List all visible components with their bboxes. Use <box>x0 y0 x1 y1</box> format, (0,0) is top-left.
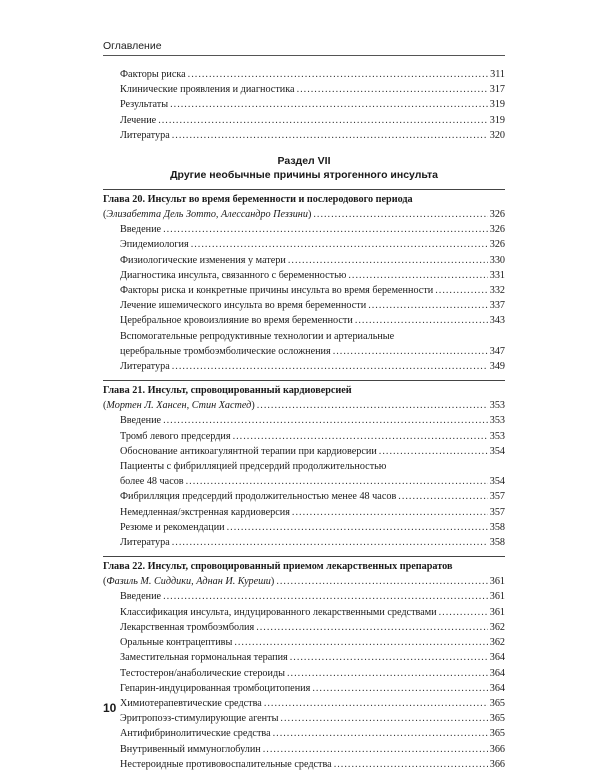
toc-entry[interactable]: Тромб левого предсердия ..... 353 <box>103 429 505 444</box>
toc-entry[interactable]: Химиотерапевтические средства ..... 365 <box>103 696 505 711</box>
chapter-21 <box>103 380 505 550</box>
chapter-authors[interactable]: (Мортен Л. Хансен, Стин Хастед) ..... 353 <box>103 398 505 413</box>
section-title: Другие необычные причины ятрогенного инсульта <box>170 169 438 182</box>
chapter-title[interactable]: Глава 21. Инсульт, спровоцированный кардиоверсией <box>103 385 352 397</box>
toc-entry[interactable]: Литература ..... 349 <box>103 359 505 374</box>
toc-entry[interactable]: Антифибринолитические средства ..... 365 <box>103 726 505 741</box>
toc-entry[interactable]: Гепарин-индуцированная тромбоцитопения ..... 364 <box>103 681 505 696</box>
toc-entry[interactable]: Резюме и рекомендации ..... 358 <box>103 520 505 535</box>
toc-entry[interactable]: Введение ..... 326 <box>103 222 505 237</box>
toc-entry[interactable]: Заместительная гормональная терапия ..... 364 <box>103 650 505 665</box>
chapter-title[interactable]: Глава 22. Инсульт, спровоцированный приемом лекарственных препаратов <box>103 561 453 573</box>
running-head: Оглавление <box>103 40 162 52</box>
toc-entry[interactable]: Внутривенный иммуноглобулин ..... 366 <box>103 742 505 757</box>
toc-entry[interactable]: Церебральное кровоизлияние во время беременности ..... 343 <box>103 313 505 328</box>
toc-entry[interactable]: Лекарственная тромбоэмболия ..... 362 <box>103 620 505 635</box>
toc-entry[interactable]: Литература ..... 358 <box>103 535 505 550</box>
toc-entry[interactable]: Эритропоэз-стимулирующие агенты ..... 365 <box>103 711 505 726</box>
toc-entry[interactable]: Введение ..... 353 <box>103 413 505 428</box>
toc-entry[interactable]: Фибрилляция предсердий продолжительностью менее 48 часов ..... 357 <box>103 489 505 504</box>
toc-entry[interactable]: Клинические проявления и диагностика ..... 317 <box>103 82 505 97</box>
toc-entry[interactable]: Результаты ..... 319 <box>103 97 505 112</box>
toc-entry[interactable]: Диагностика инсульта, связанного с беременностью ..... 331 <box>103 268 505 283</box>
chapter-authors[interactable]: (Фазиль М. Сиддики, Аднан И. Куреши) ..... 361 <box>103 574 505 589</box>
toc-entry[interactable]: Обоснование антикоагулянтной терапии при кардиоверсии ..... 354 <box>103 444 505 459</box>
chapter-rule <box>103 556 505 557</box>
toc-entry[interactable]: Лечение ..... 319 <box>103 113 505 128</box>
toc-entry-multiline[interactable]: Вспомогательные репродуктивные технологии и артериальные церебральные тромбоэмболические осложнения ..... 347 <box>103 329 505 359</box>
chapter-rule <box>103 380 505 381</box>
toc-entry[interactable]: Факторы риска ..... 311 <box>103 67 505 82</box>
chapter-22 <box>103 556 505 772</box>
toc-entry[interactable]: Физиологические изменения у матери ..... 330 <box>103 253 505 268</box>
toc-entry[interactable]: Тестостерон/анаболические стероиды ..... 364 <box>103 666 505 681</box>
toc-entry[interactable]: Немедленная/экстренная кардиоверсия ..... 357 <box>103 505 505 520</box>
toc-entry[interactable]: Факторы риска и конкретные причины инсульта во время беременности ..... 332 <box>103 283 505 298</box>
toc-entry[interactable]: Нестероидные противовоспалительные средства ..... 366 <box>103 757 505 772</box>
toc-entry[interactable]: Классификация инсульта, индуцированного лекарственными средствами ..... 361 <box>103 605 505 620</box>
page-number: 10 <box>103 701 117 715</box>
toc-entry[interactable]: Оральные контрацептивы ..... 362 <box>103 635 505 650</box>
toc-entry[interactable]: Лечение ишемического инсульта во время беременности ..... 337 <box>103 298 505 313</box>
toc-entry[interactable]: Литература ..... 320 <box>103 128 505 143</box>
toc-entry[interactable]: Эпидемиология ..... 326 <box>103 237 505 252</box>
top-entries <box>103 67 505 143</box>
section-heading <box>103 154 505 182</box>
toc-entry[interactable]: Введение ..... 361 <box>103 589 505 604</box>
chapter-title[interactable]: Глава 20. Инсульт во время беременности и послеродового периода <box>103 194 413 206</box>
chapter-rule <box>103 189 505 190</box>
toc-entry-multiline[interactable]: Пациенты с фибрилляцией предсердий продолжительностью более 48 часов ..... 354 <box>103 459 505 489</box>
header-rule <box>103 55 505 56</box>
chapter-20 <box>103 189 505 374</box>
section-label: Раздел VII <box>277 155 331 168</box>
chapter-authors[interactable]: (Элизабетта Дель Зотто, Алессандро Пеззини) ..... 326 <box>103 207 505 222</box>
toc-content <box>103 67 505 772</box>
